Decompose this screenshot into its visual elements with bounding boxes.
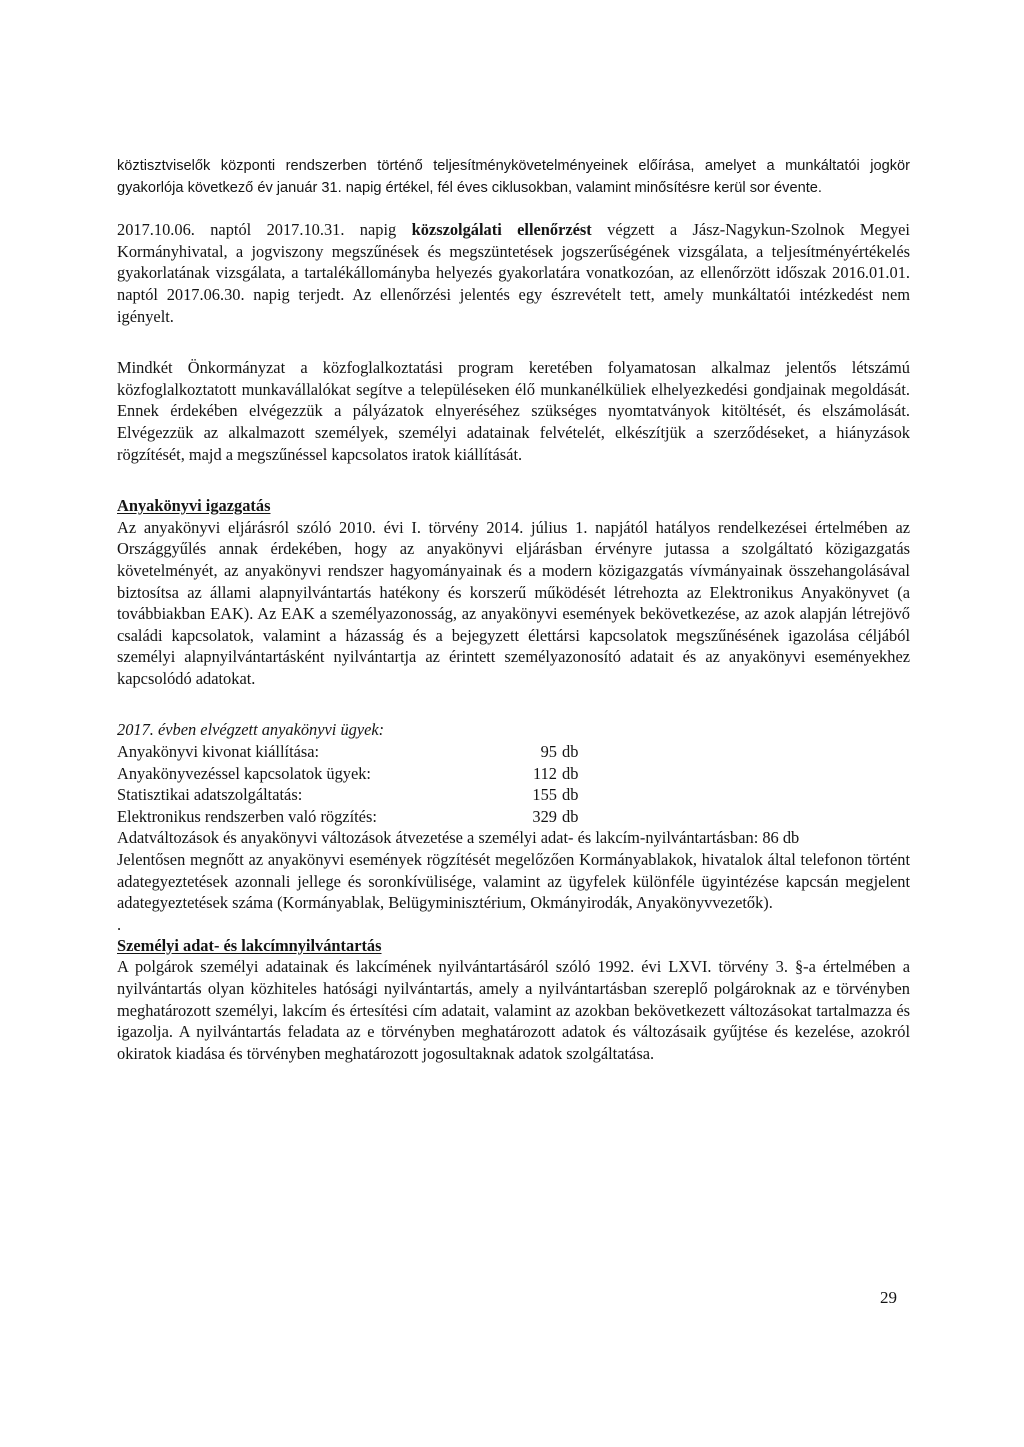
stray-dot: . xyxy=(117,914,122,934)
registry-stats-title: 2017. évben elvégzett anyakönyvi ügyek: xyxy=(117,720,385,740)
stats-row xyxy=(117,784,910,806)
stats-row-value: 95 xyxy=(540,742,557,762)
stats-row xyxy=(117,763,910,785)
stats-row xyxy=(117,741,910,763)
stats-row-label: Anyakönyvi kivonat kiállítása: xyxy=(117,742,320,762)
stats-row-unit: db xyxy=(562,785,579,805)
stats-row xyxy=(117,806,910,828)
stats-row-label: Anyakönyvezéssel kapcsolatok ügyek: xyxy=(117,763,371,783)
paragraph-registry-law: Az anyakönyvi eljárásról szóló 2010. évi I. törvény 2014. július 1. napjától hatályos rendelkezései értelmében az Országgyűlés annak érdekében, hogy az anyakönyvi eljárásban érvényre jutassa a szolgáltató közigazgatás követelményét, az anyakönyvi rendszer hagyományainak és a modern közigazgatás vívmányainak összehangolásával biztosítsa az állami alapnyilvántartás hatékony és korszerű működését létrehozta az Elektronikus Anyakönyvet (a továbbiakban EAK). Az EAK a személyazonosság, az anyakönyvi események bekövetkezése, az azok alapján létrejövő családi kapcsolatok, valamint a házasság és a bejegyzett élettársi kapcsolatok megszűnésének igazolása céljából személyi alapnyilvántartásként nyilvántartja az érintett személyazonosító adatait és az anyakönyvi eseményekhez kapcsolódó adatokat. xyxy=(117,517,910,688)
stats-row-label: Statisztikai adatszolgáltatás: xyxy=(117,785,303,805)
paragraph-public-works-program: Mindkét Önkormányzat a közfoglalkoztatási program keretében folyamatosan alkalmaz jelentős létszámú közfoglalkoztatott munkavállalókat segítve a településeken élő munkanélküliek elhelyezkedési gondjainak megoldását. Ennek érdekében elvégezzük a pályázatok elnyeréséhez szükséges nyomtatványok kitöltését, és elszámolását. Elvégezzük az alkalmazott személyek, személyi adatainak felvételét, elkészítjük a szerződéseket, a hiányzások rögzítését, majd a megszűnéssel kapcsolatos iratok kiállítását. xyxy=(117,358,910,464)
paragraph-reconciliation-note: Jelentősen megnőtt az anyakönyvi események rögzítését megelőzően Kormányablakok, hivatalok által telefonon történt adategyeztetések azonnali jellege és soronkívülisége, valamint az ügyfelek különféle ügyintézése kapcsán megjelent adategyeztetések száma (Kormányablak, Belügyminisztérium, Okmányirodák, Anyakönyvvezetők). xyxy=(117,850,910,913)
inspection-bold-term: közszolgálati ellenőrzést xyxy=(411,220,592,240)
paragraph-data-changes: Adatváltozások és anyakönyvi változások átvezetése a személyi adat- és lakcím-nyilvántartásban: 86 db xyxy=(117,828,800,848)
inspection-details-text: végzett a Jász-Nagykun-Szolnok Megyei Kormányhivatal, a jogviszony megszűnések és megszüntetések jogszerűségének vizsgálata, a teljesítményértékelés gyakorlatának vizsgálata, a tartalékállományba helyezés gyakorlatára vonatkozóan, az ellenőrzött időszak 2016.01.01. naptól 2017.06.30. napig terjedt. Az ellenőrzési jelentés egy észrevételt tett, amely munkáltatói intézkedést nem igényelt. xyxy=(117,220,910,326)
stats-row-label: Elektronikus rendszerben való rögzítés: xyxy=(117,806,377,826)
document-page xyxy=(117,156,910,1064)
paragraph-personal-data-law: A polgárok személyi adatainak és lakcímének nyilvántartásáról szóló 1992. évi LXVI. törvény 3. §-a értelmében a nyilvántartás olyan közhiteles hatósági nyilvántartás, amely a nyilvántartásban szereplő polgároknak az e törvényben meghatározott személyi, lakcím és értesítési cím adatait, valamint az azokban bekövetkezett változásokat tartalmazza és igazolja. A nyilvántartás feladata az e törvényben meghatározott adatok és változásaik gyűjtése és kezelése, azokról okiratok kiadása és törvényben meghatározott jogosultaknak adatok szolgáltatása. xyxy=(117,957,910,1063)
spacer xyxy=(117,689,910,719)
stats-row-unit: db xyxy=(562,763,579,783)
section-heading-registry: Anyakönyvi igazgatás xyxy=(117,496,271,516)
section-heading-personal-data: Személyi adat- és lakcímnyilvántartás xyxy=(117,935,382,955)
paragraph-public-service-inspection xyxy=(117,219,910,327)
spacer xyxy=(117,199,910,219)
spacer xyxy=(117,327,910,357)
registry-stats-list xyxy=(117,741,910,827)
stats-row-value: 155 xyxy=(532,785,557,805)
stats-row-value: 329 xyxy=(532,806,557,826)
stats-row-unit: db xyxy=(562,742,579,762)
stats-row-value: 112 xyxy=(533,763,557,783)
inspection-dates-text: 2017.10.06. naptól 2017.10.31. napig xyxy=(117,220,412,240)
spacer xyxy=(117,465,910,495)
stats-row-unit: db xyxy=(562,806,579,826)
paragraph-performance-requirements: köztisztviselők központi rendszerben történő teljesítménykövetelményeinek előírása, amelyet a munkáltatói jogkör gyakorlója következő év január 31. napig értékel, fél éves ciklusokban, valamint minősítésre kerül sor évente. xyxy=(117,158,910,196)
page-number: 29 xyxy=(880,1288,897,1307)
